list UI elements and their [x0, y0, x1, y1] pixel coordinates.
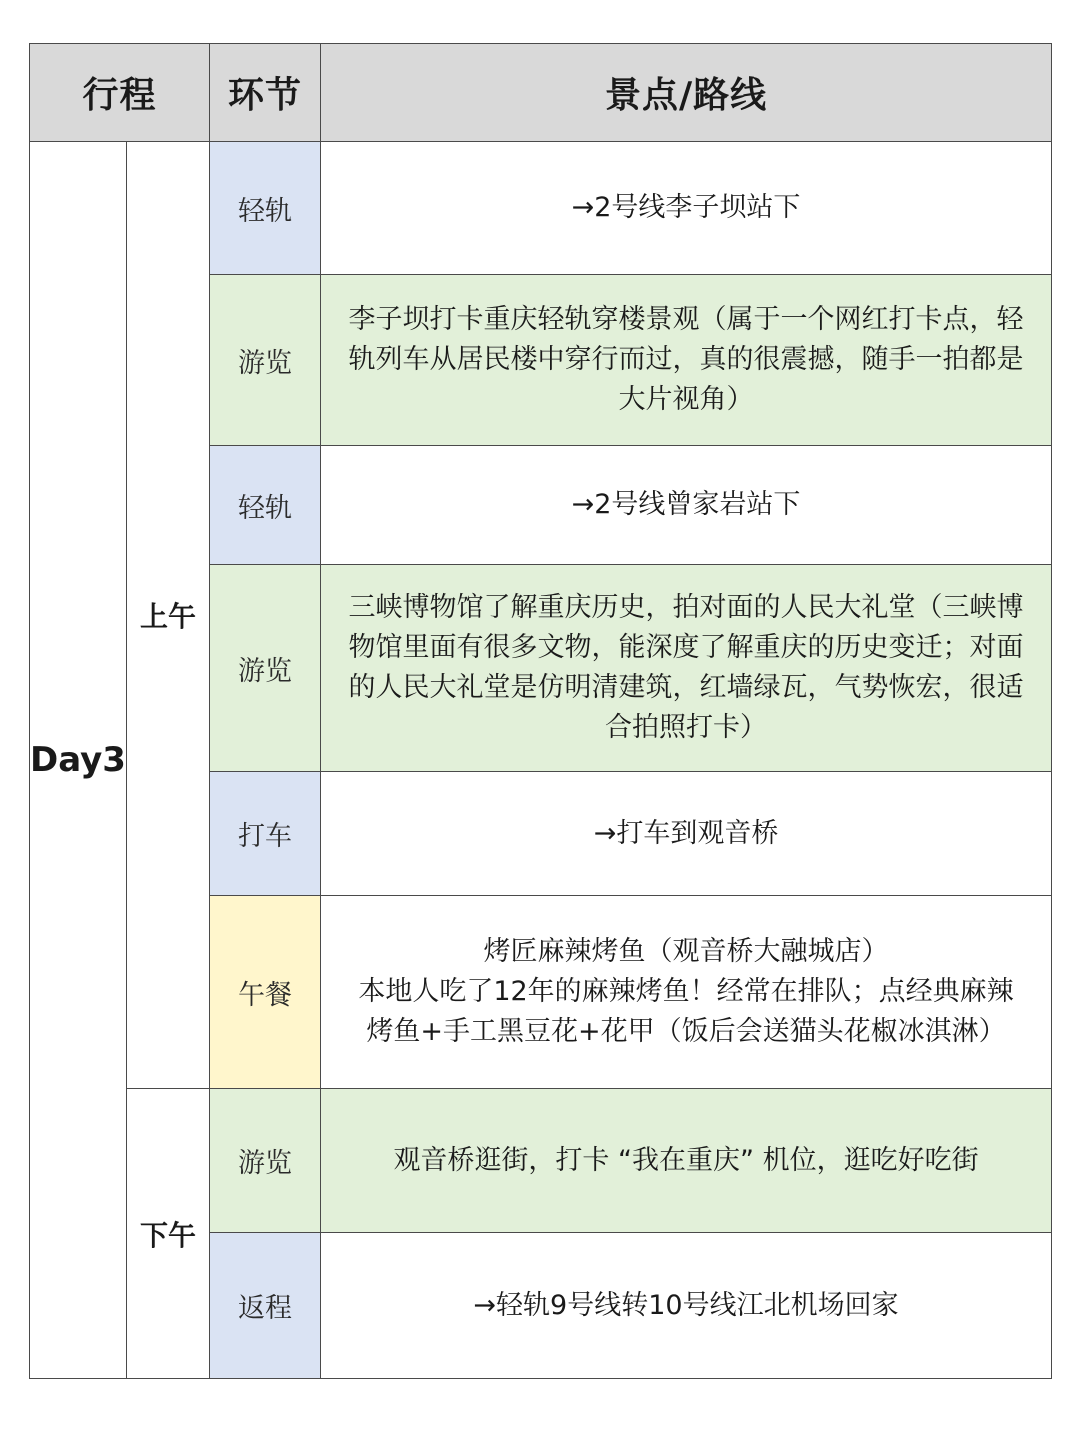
day-label: Day3	[30, 142, 127, 1379]
route-cell	[321, 772, 1052, 896]
header-stage: 环节	[210, 44, 321, 142]
stage-cell: 轻轨	[210, 446, 321, 565]
table-row	[30, 142, 1052, 275]
stage-cell: 返程	[210, 1233, 321, 1379]
route-cell	[321, 142, 1052, 275]
stage-cell: 游览	[210, 1089, 321, 1233]
stage-cell: 轻轨	[210, 142, 321, 275]
route-line: 大片视角）	[618, 384, 754, 415]
header-schedule: 行程	[30, 44, 210, 142]
stage-cell: 午餐	[210, 896, 321, 1089]
route-line: →2号线李子坝站下	[571, 192, 801, 223]
route-line: 李子坝打卡重庆轻轨穿楼景观（属于一个网红打卡点，轻	[348, 304, 1024, 335]
route-line: →2号线曾家岩站下	[571, 489, 801, 520]
header-row	[30, 44, 1052, 142]
stage-cell: 游览	[210, 565, 321, 772]
route-line: 烤鱼+手工黑豆花+花甲（饭后会送猫头花椒冰淇淋）	[366, 1016, 1006, 1047]
route-line: →打车到观音桥	[593, 817, 779, 849]
route-cell	[321, 565, 1052, 772]
period-afternoon: 下午	[127, 1089, 210, 1379]
route-cell	[321, 896, 1052, 1089]
route-line: 本地人吃了12年的麻辣烤鱼！经常在排队；点经典麻辣	[358, 976, 1014, 1007]
route-line: 的人民大礼堂是仿明清建筑，红墙绿瓦，气势恢宏，很适	[348, 672, 1024, 703]
table-row	[30, 1089, 1052, 1233]
route-cell	[321, 446, 1052, 565]
stage-cell: 打车	[210, 772, 321, 896]
itinerary-table	[29, 43, 1052, 1379]
route-line: →轻轨9号线转10号线江北机场回家	[473, 1289, 899, 1321]
route-cell	[321, 275, 1052, 446]
route-line: 轨列车从居民楼中穿行而过，真的很震撼，随手一拍都是	[348, 344, 1024, 375]
stage-cell: 游览	[210, 275, 321, 446]
route-cell	[321, 1089, 1052, 1233]
route-line: 观音桥逛街，打卡 “我在重庆” 机位，逛吃好吃街	[393, 1144, 979, 1176]
route-cell	[321, 1233, 1052, 1379]
period-morning: 上午	[127, 142, 210, 1089]
route-line: 三峡博物馆了解重庆历史，拍对面的人民大礼堂（三峡博	[348, 592, 1024, 623]
route-line: 烤匠麻辣烤鱼（观音桥大融城店）	[483, 936, 889, 967]
route-line: 物馆里面有很多文物，能深度了解重庆的历史变迁；对面	[348, 632, 1024, 663]
header-route: 景点/路线	[321, 44, 1052, 142]
route-line: 合拍照打卡）	[605, 712, 768, 743]
